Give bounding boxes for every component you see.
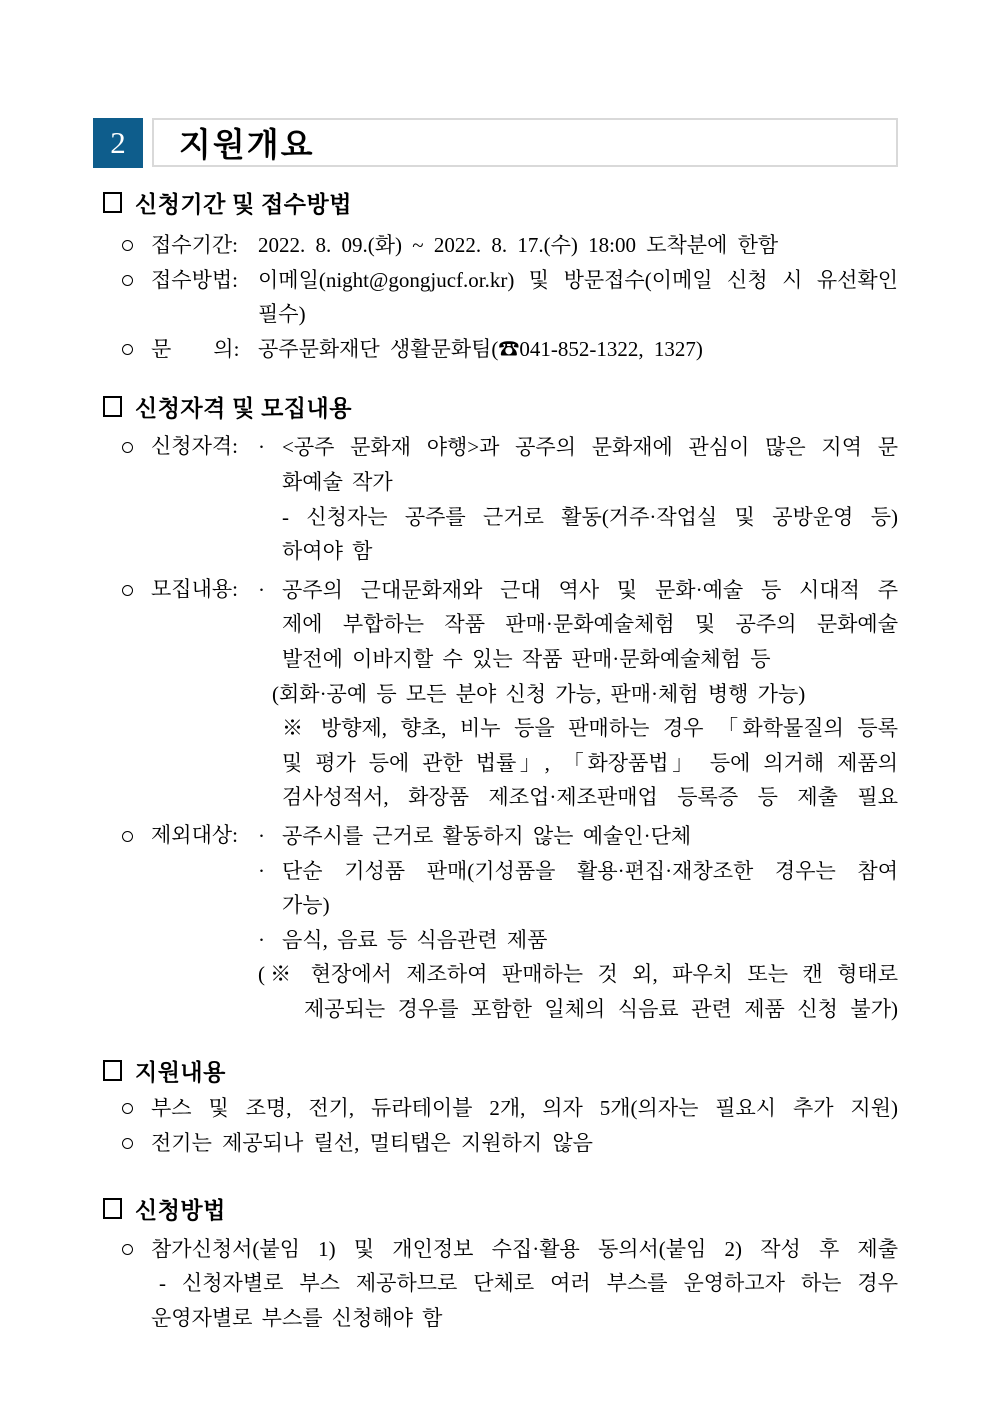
dot-bullet-icon: ·	[258, 435, 265, 460]
item-label: 접수방법:	[151, 267, 238, 292]
text-line: 하여야 함	[282, 539, 373, 564]
list-item	[122, 1091, 898, 1126]
group-recruitment	[122, 573, 898, 815]
group-label: 모집내용:	[151, 576, 238, 601]
item-text: 전기는 제공되나 릴선, 멀티탭은 지원하지 않음	[151, 1131, 593, 1156]
item-text: 이메일(night@gongjucf.or.kr) 및 방문접수(이메일 신청 시 유선확인 필수)	[258, 267, 898, 327]
circle-bullet-icon	[122, 442, 133, 453]
list-item	[122, 263, 898, 332]
text-line: ※ 방향제, 향초, 비누 등을 판매하는 경우 「화학물질의 등록	[282, 716, 898, 741]
section-heading-label: 지원내용	[135, 1060, 226, 1086]
circle-bullet-icon	[122, 1138, 133, 1149]
circle-bullet-icon	[122, 344, 133, 355]
eligibility-groups	[103, 430, 898, 1026]
item-text: 참가신청서(붙임 1) 및 개인정보 수집·활용 동의서(붙임 2) 작성 후 제출	[151, 1236, 898, 1261]
circle-bullet-icon	[122, 275, 133, 286]
text-line: 발전에 이바지할 수 있는 작품 판매·문화예술체험 등	[282, 646, 771, 671]
section-heading-label: 신청기간 및 접수방법	[135, 192, 352, 217]
text-line: 제에 부합하는 작품 판매·문화예술체험 및 공주의 문화예술	[282, 612, 898, 637]
item-label: 접수기간:	[151, 233, 238, 257]
section-title-box	[152, 118, 898, 167]
text-line: - 신청자는 공주를 근거로 활동(거주·작업실 및 공방운영 등)	[282, 504, 898, 529]
circle-bullet-icon	[122, 585, 133, 596]
group-qualification	[122, 430, 898, 568]
square-bullet-icon	[103, 192, 122, 213]
list-item	[122, 228, 898, 263]
text-line: - 신청자별로 부스 제공하므로 단체로 여러 부스를 운영하고자 하는 경우	[159, 1271, 898, 1296]
item-text: 공주문화재단 생활문화팀(☎041-852-1322, 1327)	[258, 336, 703, 361]
section-heading-label: 신청자격 및 모집내용	[135, 396, 352, 422]
text-line: · 공주의 근대문화재와 근대 역사 및 문화·예술 등 시대적 주	[258, 573, 898, 608]
page-title: 지원개요	[179, 126, 315, 163]
circle-bullet-icon	[122, 240, 133, 251]
list-item	[122, 1126, 898, 1161]
square-bullet-icon	[103, 1198, 122, 1219]
group-exclusions	[122, 819, 898, 1027]
square-bullet-icon	[103, 396, 122, 417]
square-bullet-icon	[103, 1060, 122, 1081]
list-item	[122, 1232, 898, 1267]
section-heading	[103, 394, 898, 424]
text-line: · <공주 문화재 야행>과 공주의 문화재에 관심이 많은 지역 문	[258, 430, 898, 465]
section-eligibility	[103, 394, 898, 1026]
section-how-to-apply	[103, 1196, 898, 1336]
how-to-apply-items	[103, 1232, 898, 1267]
section-heading	[103, 1058, 898, 1088]
section-heading-label: 신청방법	[135, 1197, 226, 1223]
section-heading	[103, 190, 898, 220]
support-items	[103, 1091, 898, 1160]
how-to-apply-sub-lines	[103, 1266, 898, 1335]
section-apply-period	[103, 190, 898, 366]
circle-bullet-icon	[122, 1103, 133, 1114]
dot-bullet-icon: ·	[258, 577, 265, 602]
circle-bullet-icon	[122, 831, 133, 842]
text-line: · 단순 기성품 판매(기성품을 활용·편집·재창조한 경우는 참여	[258, 854, 898, 889]
text-line: 및 평가 등에 관한 법률」, 「화장품법」 등에 의거해 제품의	[282, 750, 898, 775]
apply-period-items	[103, 228, 898, 366]
dot-bullet-icon: ·	[258, 927, 265, 952]
dot-bullet-icon: ·	[258, 823, 265, 848]
text-line: 운영자별로 부스를 신청해야 함	[151, 1305, 443, 1330]
section-heading	[103, 1196, 898, 1226]
group-label: 신청자격:	[151, 434, 238, 459]
text-line: 화예술 작가	[282, 469, 393, 494]
text-line: 검사성적서, 화장품 제조업·제조판매업 등록증 등 제출 필요	[282, 785, 898, 810]
text-line: · 공주시를 근거로 활동하지 않는 예술인·단체	[258, 819, 898, 854]
text-line: 제공되는 경우를 포함한 일체의 식음료 관련 제품 신청 불가)	[304, 996, 898, 1021]
text-line: (※ 현장에서 제조하여 판매하는 것 외, 파우치 또는 캔 형태로	[258, 962, 898, 987]
circle-bullet-icon	[122, 1244, 133, 1255]
section-header-bar	[93, 118, 898, 168]
item-text: 부스 및 조명, 전기, 듀라테이블 2개, 의자 5개(의자는 필요시 추가 지원)	[151, 1096, 898, 1121]
group-label: 제외대상:	[151, 822, 238, 847]
list-item	[122, 332, 898, 367]
text-line: (회화·공예 등 모든 분야 신청 가능, 판매·체험 병행 가능)	[272, 681, 806, 706]
text-line: 가능)	[282, 893, 330, 918]
section-number-badge: 2	[93, 118, 143, 168]
dot-bullet-icon: ·	[258, 858, 265, 883]
item-text: 2022. 8. 09.(화) ~ 2022. 8. 17.(수) 18:00 도착분에 한함	[258, 233, 779, 257]
text-line: · 음식, 음료 등 식음관련 제품	[258, 923, 898, 958]
section-support	[103, 1058, 898, 1160]
item-label: 문 의:	[151, 336, 240, 361]
